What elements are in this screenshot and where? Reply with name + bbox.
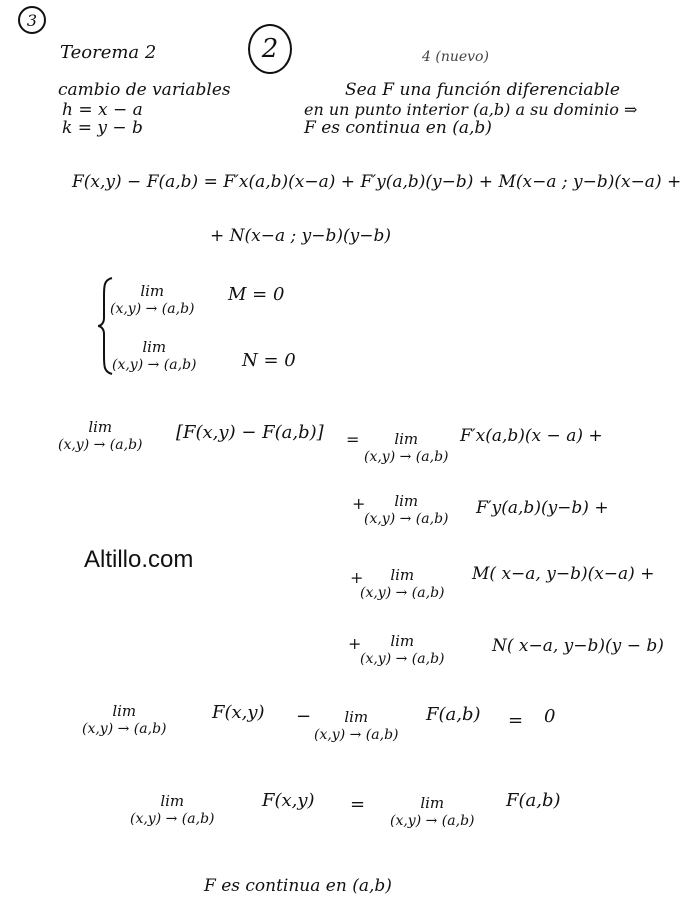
system-lim-word-2: lim xyxy=(142,338,167,356)
step-left-lim-word: lim xyxy=(88,418,113,436)
result-1-right-limit xyxy=(314,708,399,743)
result-2-left-lim-sub: (x,y) → (a,b) xyxy=(130,811,215,827)
result-1-left-lim-word: lim xyxy=(112,702,137,720)
result-2-equals: = xyxy=(350,794,366,815)
step-equals: = xyxy=(346,430,360,449)
step-term-3-lim-sub: (x,y) → (a,b) xyxy=(360,585,445,601)
result-1-minus: − xyxy=(296,706,312,727)
expansion-line-2: + N(x−a ; y−b)(y−b) xyxy=(210,226,392,246)
step-term-1: F′x(a,b)(x − a) + xyxy=(460,426,603,446)
result-2-right-limit xyxy=(390,794,475,829)
system-row-2-rhs: N = 0 xyxy=(242,350,296,371)
theorem-number: 2 xyxy=(261,34,279,64)
result-1-right: F(a,b) xyxy=(426,704,481,725)
conclusion-line: F es continua en (a,b) xyxy=(204,876,392,896)
system-limit-1 xyxy=(110,282,195,317)
step-left-expression: [F(x,y) − F(a,b)] xyxy=(176,422,324,443)
step-left-limit xyxy=(58,418,143,453)
step-term-1-lim-sub: (x,y) → (a,b) xyxy=(364,449,449,465)
step-term-4-prefix: + xyxy=(348,634,362,653)
h-definition: h = x − a xyxy=(62,100,143,120)
result-2-right-lim-word: lim xyxy=(420,794,445,812)
result-2-left-limit xyxy=(130,792,215,827)
hypothesis-line-2: en un punto interior (a,b) a su dominio ⇒ xyxy=(304,100,638,119)
step-term-4-lim-sub: (x,y) → (a,b) xyxy=(360,651,445,667)
change-title: cambio de variables xyxy=(58,80,231,100)
result-1-left-limit xyxy=(82,702,167,737)
result-1-equals: = xyxy=(508,710,524,731)
result-1-left-lim-sub: (x,y) → (a,b) xyxy=(82,721,167,737)
theorem-number-circle xyxy=(248,24,292,74)
expansion-line-1: F(x,y) − F(a,b) = F′x(a,b)(x−a) + F′y(a,b)(y−b) + M(x−a ; y−b)(x−a) + xyxy=(72,172,682,192)
result-2-left-lim-word: lim xyxy=(160,792,185,810)
system-limit-2 xyxy=(112,338,197,373)
step-term-2-prefix: + xyxy=(352,494,366,513)
system-lim-sub-1: (x,y) → (a,b) xyxy=(110,301,195,317)
step-term-1-limit xyxy=(364,430,449,465)
result-2-left: F(x,y) xyxy=(262,790,315,811)
step-term-3-limit xyxy=(360,566,445,601)
step-term-1-lim-word: lim xyxy=(394,430,419,448)
theorem-title: Teorema 2 xyxy=(60,42,157,63)
side-note: 4 (nuevo) xyxy=(422,49,489,65)
step-term-2: F′y(a,b)(y−b) + xyxy=(476,498,609,518)
result-1-left: F(x,y) xyxy=(212,702,265,723)
step-term-2-lim-word: lim xyxy=(394,492,419,510)
result-1-value: 0 xyxy=(544,706,556,727)
system-lim-sub-2: (x,y) → (a,b) xyxy=(112,357,197,373)
k-definition: k = y − b xyxy=(62,118,143,138)
result-1-right-lim-sub: (x,y) → (a,b) xyxy=(314,727,399,743)
result-2-right-lim-sub: (x,y) → (a,b) xyxy=(390,813,475,829)
watermark-text: Altillo.com xyxy=(84,546,194,573)
result-1-right-lim-word: lim xyxy=(344,708,369,726)
system-row-1-rhs: M = 0 xyxy=(228,284,285,305)
system-lim-word-1: lim xyxy=(140,282,165,300)
page-number-circle xyxy=(18,6,46,34)
step-term-4-limit xyxy=(360,632,445,667)
hypothesis-line-3: F es continua en (a,b) xyxy=(304,118,492,138)
step-term-3-lim-word: lim xyxy=(390,566,415,584)
step-term-3: M( x−a, y−b)(x−a) + xyxy=(472,564,655,584)
step-term-4: N( x−a, y−b)(y − b) xyxy=(492,636,664,656)
step-term-4-lim-word: lim xyxy=(390,632,415,650)
result-2-right: F(a,b) xyxy=(506,790,561,811)
step-left-lim-sub: (x,y) → (a,b) xyxy=(58,437,143,453)
step-term-2-limit xyxy=(364,492,449,527)
page-number: 3 xyxy=(26,10,38,30)
hypothesis-line-1: Sea F una función diferenciable xyxy=(345,80,620,100)
step-term-3-prefix: + xyxy=(350,568,364,587)
step-term-2-lim-sub: (x,y) → (a,b) xyxy=(364,511,449,527)
